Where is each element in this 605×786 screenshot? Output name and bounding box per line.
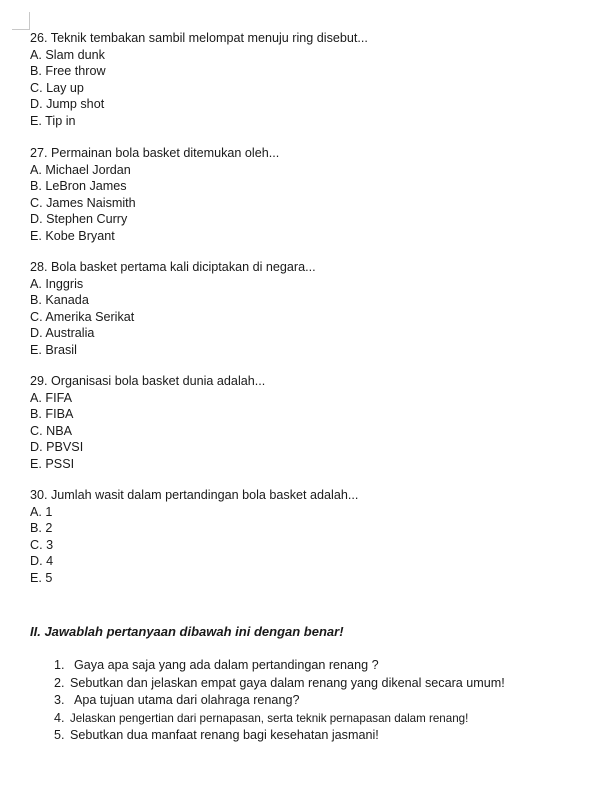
option-e: E. Brasil: [30, 342, 77, 357]
essay-question-1: [54, 657, 505, 675]
essay-question-5: [54, 727, 505, 745]
option-c: C. Lay up: [30, 80, 84, 95]
question-title: 30. Jumlah wasit dalam pertandingan bola basket adalah...: [30, 488, 359, 502]
section-2-heading: II. Jawablah pertanyaan dibawah ini dengan benar!: [30, 624, 344, 639]
essay-number: 4.: [54, 710, 65, 725]
essay-number: 3.: [54, 693, 65, 707]
option-b: B. FIBA: [30, 407, 74, 421]
option-c: C. 3: [30, 537, 54, 552]
essay-text: Apa tujuan utama dari olahraga renang?: [74, 693, 300, 707]
option-c: C. Amerika Serikat: [30, 309, 135, 324]
option-a: A. FIFA: [30, 390, 72, 405]
essay-number: 2.: [54, 675, 65, 690]
question-28: [30, 259, 316, 358]
option-a: A. Slam dunk: [30, 47, 105, 62]
option-d: D. Jump shot: [30, 97, 105, 111]
question-title: 29. Organisasi bola basket dunia adalah...: [30, 374, 266, 388]
option-c: C. NBA: [30, 423, 72, 438]
option-a: A. 1: [30, 504, 53, 519]
option-e: E. 5: [30, 570, 53, 585]
option-b: B. Free throw: [30, 64, 106, 78]
question-title: 28. Bola basket pertama kali diciptakan di negara...: [30, 260, 316, 274]
essay-number: 5.: [54, 728, 65, 742]
essay-text: Jelaskan pengertian dari pernapasan, serta teknik pernapasan dalam renang!: [70, 711, 469, 725]
option-b: B. Kanada: [30, 293, 89, 307]
option-d: D. 4: [30, 554, 54, 568]
option-b: B. 2: [30, 521, 53, 535]
option-b: B. LeBron James: [30, 179, 127, 193]
essay-text: Sebutkan dua manfaat renang bagi kesehatan jasmani!: [70, 728, 379, 742]
option-e: E. PSSI: [30, 456, 75, 471]
question-29: [30, 373, 265, 472]
question-30: [30, 487, 358, 586]
option-e: E. Tip in: [30, 113, 76, 128]
essay-text: Sebutkan dan jelaskan empat gaya dalam renang yang dikenal secara umum!: [70, 675, 505, 690]
question-title: 26. Teknik tembakan sambil melompat menuju ring disebut...: [30, 31, 368, 45]
question-26: [30, 30, 368, 129]
essay-question-3: [54, 692, 505, 710]
option-d: D. PBVSI: [30, 440, 84, 454]
essay-question-2: [54, 675, 505, 693]
question-title: 27. Permainan bola basket ditemukan oleh...: [30, 146, 280, 160]
option-e: E. Kobe Bryant: [30, 228, 115, 243]
option-d: D. Stephen Curry: [30, 212, 128, 226]
question-27: [30, 145, 279, 244]
option-a: A. Michael Jordan: [30, 162, 131, 177]
essay-text: Gaya apa saja yang ada dalam pertandingan renang ?: [74, 658, 379, 672]
option-d: D. Australia: [30, 326, 95, 340]
option-c: C. James Naismith: [30, 195, 136, 210]
essay-number: 1.: [54, 658, 65, 672]
essay-question-4: [54, 710, 505, 728]
option-a: A. Inggris: [30, 276, 84, 291]
essay-question-list: [54, 657, 505, 745]
page-margin-mark: [12, 12, 30, 30]
